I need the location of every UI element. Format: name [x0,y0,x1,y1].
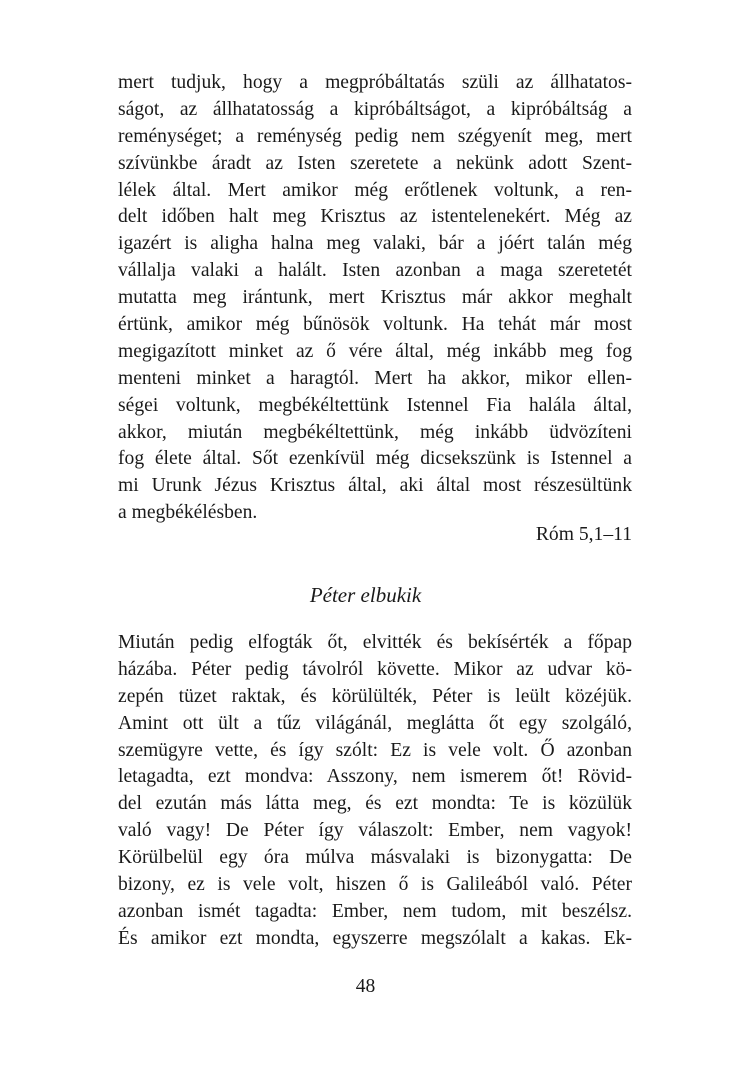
text-line: akkor, miután megbékéltettünk, még inkább üdvözíteni [118,421,632,443]
text-line: reménységet; a reménység pedig nem szégyenít meg, mert [118,125,632,147]
text-line: ségei voltunk, megbékéltettünk Istennel Fia halála által, [118,394,632,416]
text-line: ságot, az állhatatosság a kipróbáltságot, a kipróbáltság a [118,98,632,120]
text-line: értünk, amikor még bűnösök voltunk. Ha tehát már most [118,314,632,336]
text-line: mert tudjuk, hogy a megpróbáltatás szüli az állhatatos- [118,72,632,93]
text-line: lélek által. Mert amikor még erőtlenek voltunk, a ren- [118,179,632,201]
text-line: delt időben halt meg Krisztus az istentelenekért. Még az [118,206,632,228]
text-line: És amikor ezt mondta, egyszerre megszólalt a kakas. Ek- [118,927,632,949]
text-line: azonban ismét tagadta: Ember, nem tudom, mit beszélsz. [118,900,632,922]
text-line: letagadta, ezt mondva: Asszony, nem ismerem őt! Rövid- [118,766,632,788]
text-line: Amint ott ült a tűz világánál, meglátta őt egy szolgáló, [118,712,632,734]
text-line: szívünkbe áradt az Isten szeretete a nekünk adott Szent- [118,152,632,174]
text-line: vállalja valaki a halált. Isten azonban a maga szeretetét [118,260,632,282]
section-heading: Péter elbukik [309,583,422,607]
text-line: igazért is aligha halna meg valaki, bár a jóért talán még [118,233,632,255]
text-line: való vagy! De Péter így válaszolt: Ember, nem vagyok! [118,820,632,842]
scripture-passage-romans [118,70,632,527]
scripture-passage-peter [118,630,632,953]
text-line: a megbékélésben. [118,502,258,524]
text-line: bizony, ez is vele volt, hiszen ő is Galileából való. Péter [118,874,632,896]
text-line: mutatta meg irántunk, mert Krisztus már akkor meghalt [118,287,632,309]
text-line: del ezután más látta meg, és ezt mondta: Te is közülük [118,793,632,815]
text-line: Körülbelül egy óra múlva másvalaki is bizonygatta: De [118,847,632,869]
text-line: zepén tüzet raktak, és körülülték, Péter is leült közéjük. [118,685,632,707]
text-line: fog élete által. Sőt ezenkívül még dicsekszünk is Istennel a [118,448,632,470]
text-line: menteni minket a haragtól. Mert ha akkor, mikor ellen- [118,367,632,389]
text-line: házába. Péter pedig távolról követte. Mikor az udvar kö- [118,658,632,680]
text-line: Miután pedig elfogták őt, elvitték és bekísérték a főpap [118,632,632,653]
page-number: 48 [355,976,376,997]
text-line: megigazított minket az ő vére által, még inkább meg fog [118,340,632,362]
text-line: szemügyre vette, és így szólt: Ez is vele volt. Ő azonban [118,739,632,761]
scripture-reference: Róm 5,1–11 [535,524,632,545]
text-line: mi Urunk Jézus Krisztus által, aki által most részesültünk [118,475,632,497]
